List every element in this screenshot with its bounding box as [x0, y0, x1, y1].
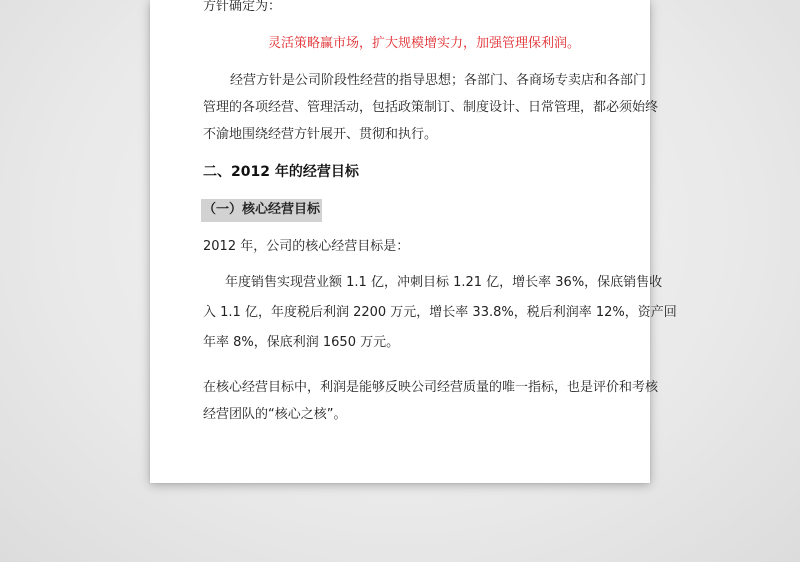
paragraph-line: 入 1.1 亿，年度税后利润 2200 万元，增长率 33.8%，税后利润率 12%，资产回 — [203, 305, 677, 320]
paragraph-line: 年度销售实现营业额 1.1 亿，冲刺目标 1.21 亿，增长率 36%，保底销售收 — [225, 275, 663, 290]
section-heading: 二、2012 年的经营目标 — [203, 164, 359, 180]
intro-line: 方针确定为： — [203, 0, 282, 14]
paragraph-line: 不渝地围绕经营方针展开、贯彻和执行。 — [203, 127, 438, 142]
paragraph-line: 经营方针是公司阶段性经营的指导思想；各部门、各商场专卖店和各部门 — [230, 73, 647, 88]
subsection-heading: （一）核心经营目标 — [201, 199, 322, 222]
paragraph-line: 经营团队的“核心之核”。 — [203, 407, 347, 422]
paragraph-line: 在核心经营目标中，利润是能够反映公司经营质量的唯一指标，也是评价和考核 — [203, 380, 659, 395]
paragraph-line: 2012 年，公司的核心经营目标是： — [203, 239, 410, 254]
paragraph-line: 年率 8%，保底利润 1650 万元。 — [203, 335, 400, 350]
policy-slogan: 灵活策略赢市场，扩大规模增实力，加强管理保利润。 — [268, 36, 581, 51]
paragraph-line: 管理的各项经营、管理活动，包括政策制订、制度设计、日常管理，都必须始终 — [203, 100, 659, 115]
document-page — [150, 0, 677, 483]
